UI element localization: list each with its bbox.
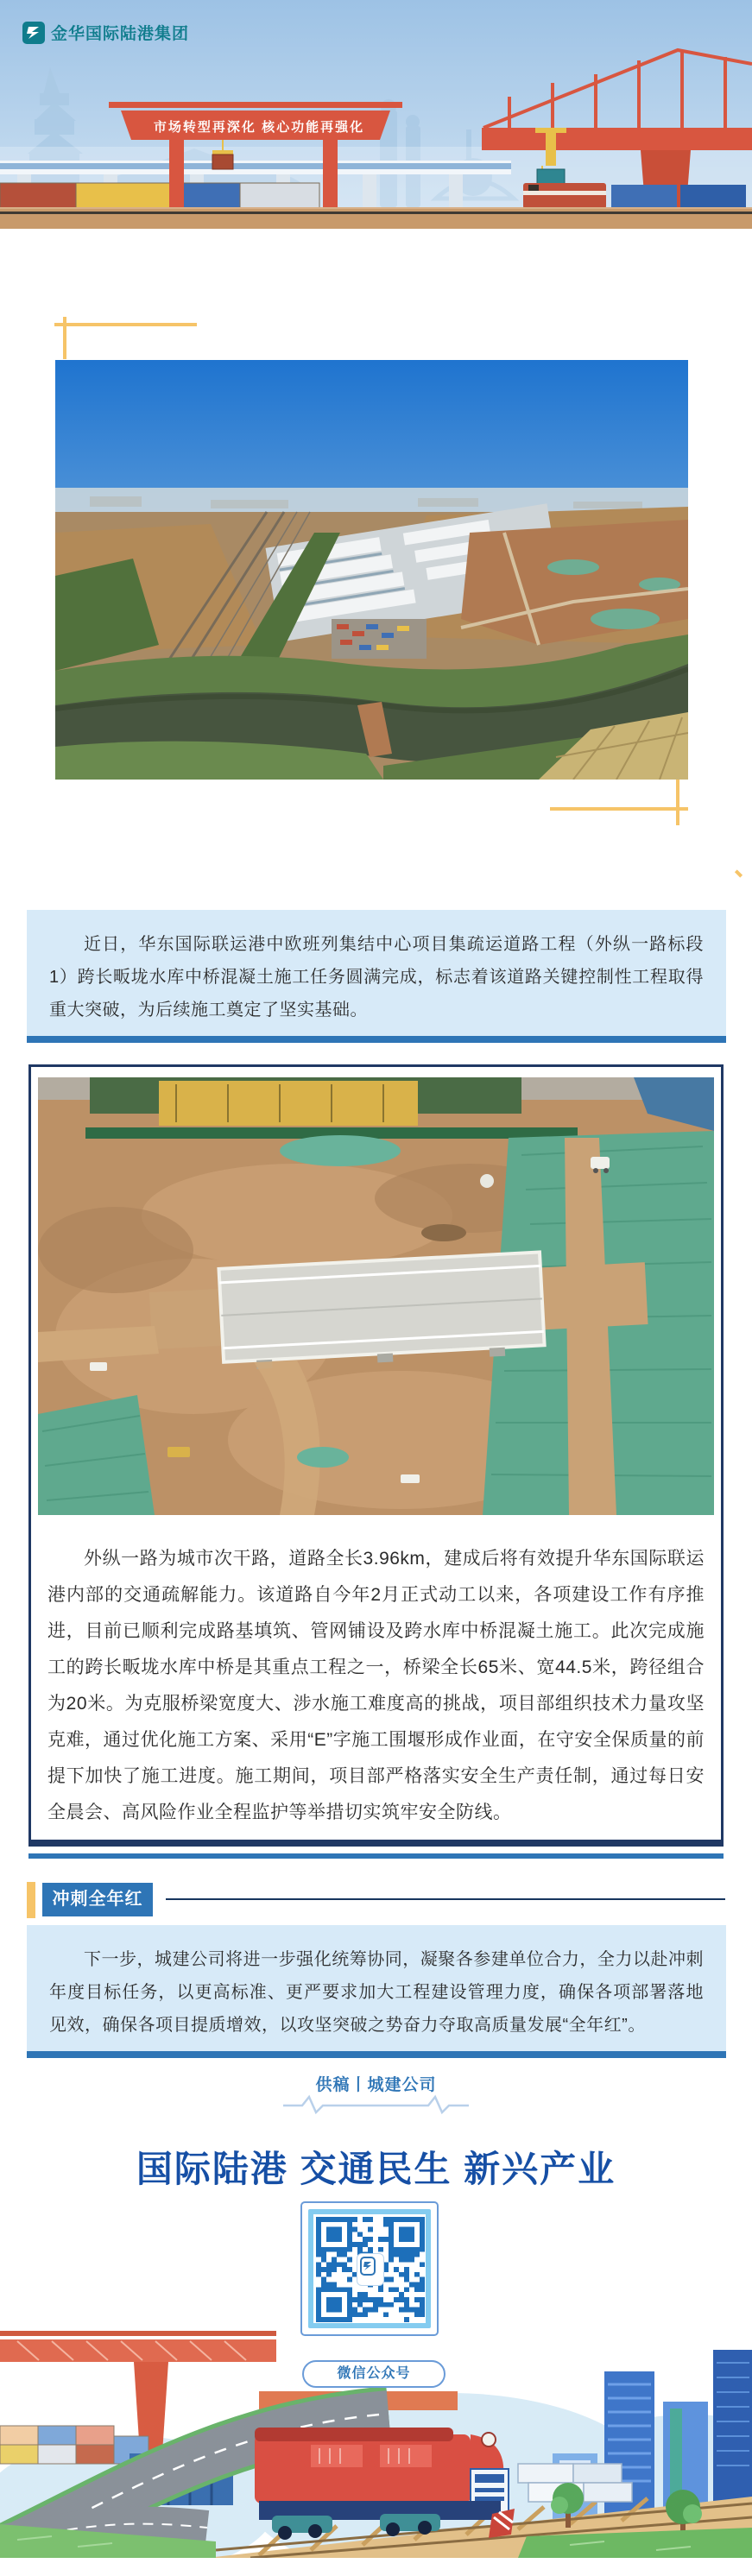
project-paragraph: 外纵一路为城市次干路，道路全长3.96km，建成后将有效提升华东国际联运港内部的交通疏解能力。该道路自今年2月正式动工以来，各项建设工作有序推进，目前已顺利完成路基填筑、管网铺设及跨水库中桥混凝土施工。此次完成施工的跨长畈垅水库中桥是其重点工程之一，桥梁全长65米、宽44.5米，跨径组合为20米。为克服桥梁宽度大、涉水施工难度高的挑战，项目部组织技术力量攻坚克难，通过优化施工方案、采用“E”字施工围堰形成作业面，在守安全保质量的前提下加快了施工进度。施工期间，项目部严格落实安全生产责任制，通过每日安全晨会、高风险作业全程监护等举措切实筑牢安全防线。 [47,1549,705,1822]
card-bottom-strip [28,1853,724,1859]
project-card [28,1064,724,1847]
brand-logo [22,21,189,44]
intro-paragraph: 近日，华东国际联运港中欧班列集结中心项目集疏运道路工程（外纵一路标段1）跨长畈垅水库中桥混凝土施工任务圆满完成，标志着该道路关键控制性工程取得重大突破，为后续施工奠定了坚实基础。 [49,935,704,1020]
wechat-account-label: 微信公众号 [337,2366,411,2381]
intro-highlight-box [27,910,726,1043]
qr-code-panel [300,2201,439,2336]
decor-dash [735,869,743,877]
brand-logo-text: 金华国际陆港集团 [51,25,190,43]
footer-slogan: 国际陆港 交通民生 新兴产业 [136,2149,616,2189]
qr-frame [308,2209,431,2328]
pulse-divider [283,2094,469,2115]
lugang-logo-icon [360,2257,376,2276]
section-accent-bar [27,1882,35,1918]
lugang-logo-icon [22,22,45,44]
sprint-paragraph: 下一步，城建公司将进一步强化统筹协同，凝聚各参建单位合力，全力以赴冲刺年度目标任务，以更高标准、更严要求加大工程建设管理力度，确保各项部署落地见效，确保各项目提质增效，以攻坚突破之势奋力夺取高质量发展“全年红”。 [49,1950,704,2035]
qr-center-logo [357,2253,384,2286]
footer-illustration [0,2324,752,2558]
header-slogan: 市场转型再深化 核心功能再强化 [153,120,365,135]
byline: 供稿丨城建公司 [315,2076,437,2094]
decor-line-bottom-h [550,807,688,811]
section-divider-line [166,1898,725,1900]
qr-code [313,2214,426,2323]
decor-line-top-v [63,317,66,359]
construction-site-photo[interactable] [38,1077,714,1515]
wechat-account-button[interactable] [302,2360,446,2388]
aerial-panorama-photo[interactable] [55,360,688,780]
section-title-badge: 冲刺全年红 [42,1883,153,1916]
sprint-highlight-box [27,1925,726,2058]
decor-line-top-h [54,323,197,326]
